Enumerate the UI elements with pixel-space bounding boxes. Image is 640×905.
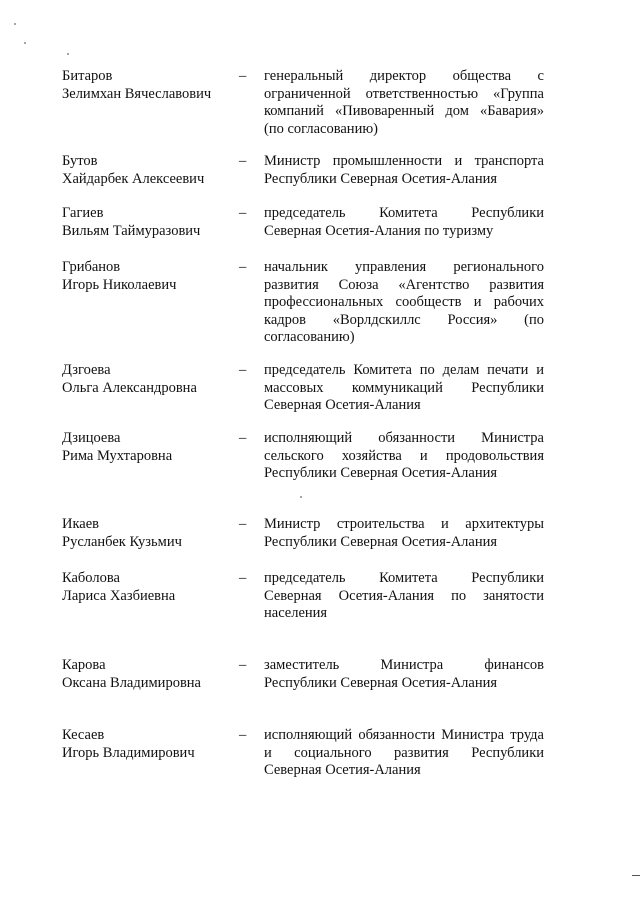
separator-dash: – <box>239 657 247 673</box>
separator-dash: – <box>239 259 247 275</box>
member-surname: Гагиев <box>62 205 104 221</box>
member-name <box>62 430 237 465</box>
member-surname: Карова <box>62 657 106 673</box>
page-edge-mark <box>632 875 640 876</box>
member-position: начальник управления регионального развития Союза «Агентство развития профессиональных сообществ и рабочих кадров «Ворлдскиллс Россия» (по согласованию) <box>264 259 544 345</box>
separator-dash: – <box>239 362 247 378</box>
member-given-names: Игорь Николаевич <box>62 276 177 293</box>
scan-speck <box>300 496 302 498</box>
scan-speck <box>67 53 69 55</box>
member-position: исполняющий обязанности Министра труда и социального развития Республики Северная Осетия-Алания <box>264 727 544 778</box>
member-position: генеральный директор общества с ограниченной ответственностью «Группа компаний «Пивоваренный дом «Бавария» (по согласованию) <box>264 68 544 137</box>
separator-dash: – <box>239 205 247 221</box>
member-given-names: Зелимхан Вячеславович <box>62 85 212 102</box>
member-surname: Кесаев <box>62 727 105 743</box>
member-given-names: Игорь Владимирович <box>62 744 195 761</box>
member-given-names: Лариса Хазбиевна <box>62 587 176 604</box>
separator-dash: – <box>239 153 247 169</box>
member-given-names: Оксана Владимировна <box>62 674 201 691</box>
member-surname: Каболова <box>62 570 120 586</box>
member-surname: Икаев <box>62 516 100 532</box>
member-position: Министр промышленности и транспорта Республики Северная Осетия-Алания <box>264 153 544 187</box>
separator-dash: – <box>239 570 247 586</box>
member-name <box>62 205 237 240</box>
scan-speck <box>14 23 16 25</box>
member-position: председатель Комитета Республики Северная Осетия-Алания по туризму <box>264 205 544 239</box>
member-name <box>62 362 237 397</box>
member-name <box>62 259 237 294</box>
member-given-names: Русланбек Кузьмич <box>62 533 182 550</box>
member-given-names: Рима Мухтаровна <box>62 447 173 464</box>
member-surname: Грибанов <box>62 259 121 275</box>
member-name <box>62 657 237 692</box>
member-position: Министр строительства и архитектуры Республики Северная Осетия-Алания <box>264 516 544 550</box>
member-given-names: Вильям Таймуразович <box>62 222 201 239</box>
member-name <box>62 570 237 605</box>
member-surname: Дзгоева <box>62 362 111 378</box>
member-name <box>62 516 237 551</box>
member-name <box>62 153 237 188</box>
member-given-names: Ольга Александровна <box>62 379 197 396</box>
separator-dash: – <box>239 727 247 743</box>
member-surname: Дзицоева <box>62 430 121 446</box>
separator-dash: – <box>239 516 247 532</box>
member-name <box>62 727 237 762</box>
scan-speck <box>24 42 26 44</box>
member-surname: Бутов <box>62 153 98 169</box>
member-given-names: Хайдарбек Алексеевич <box>62 170 205 187</box>
member-position: председатель Комитета Республики Северная Осетия-Алания по занятости населения <box>264 570 544 621</box>
member-position: председатель Комитета по делам печати и массовых коммуникаций Республики Северная Осетия-Алания <box>264 362 544 413</box>
member-position: исполняющий обязанности Министра сельского хозяйства и продовольствия Республики Северная Осетия-Алания <box>264 430 544 481</box>
member-surname: Битаров <box>62 68 113 84</box>
separator-dash: – <box>239 68 247 84</box>
member-position: заместитель Министра финансов Республики Северная Осетия-Алания <box>264 657 544 691</box>
member-name <box>62 68 237 103</box>
separator-dash: – <box>239 430 247 446</box>
